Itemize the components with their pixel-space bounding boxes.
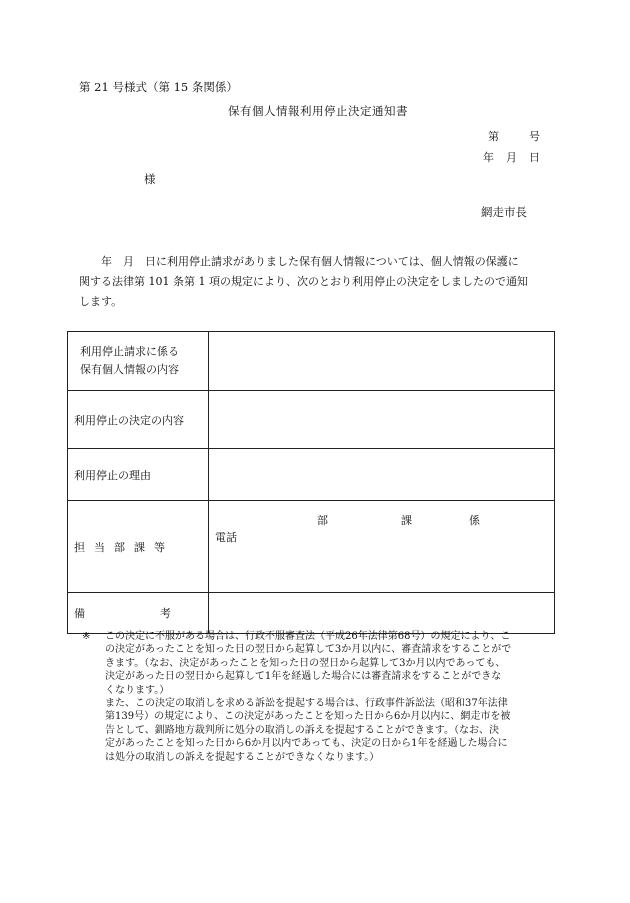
document-date — [483, 152, 540, 163]
note-line: 告として、釧路地方裁判所に処分の取消しの訴えを提起することができます。（なお、決 — [105, 724, 499, 736]
doc-no-label-1: 第 — [488, 130, 499, 143]
table-row-decision-content — [68, 391, 555, 449]
note-paragraph-lawsuit — [105, 697, 557, 764]
note-mark: ※ — [82, 631, 91, 642]
field-reason[interactable] — [209, 449, 555, 501]
row-label-line: 保有個人情報の内容 — [80, 363, 179, 376]
field-request-content[interactable] — [209, 332, 555, 391]
notice-body — [79, 252, 559, 312]
note-line: この決定に不服がある場合は、行政不服審査法（平成26年法律第68号）の規定により、こ — [105, 631, 511, 642]
date-year: 年 — [483, 151, 494, 164]
table-row-remarks — [68, 593, 555, 634]
field-department[interactable] — [209, 501, 555, 593]
body-line: 年 月 日に利用停止請求がありました保有個人情報については、個人情報の保護に — [79, 255, 519, 268]
row-label-remarks — [68, 593, 209, 634]
department-kakari: 係 — [469, 514, 480, 527]
doc-no-label-2: 号 — [529, 130, 540, 143]
document-title: 保有個人情報利用停止決定通知書 — [228, 104, 408, 118]
body-line: 関する法律第 101 条第 1 項の規定により、次のとおり利用停止の決定をしましたので通知 — [79, 275, 528, 288]
date-day: 日 — [529, 151, 540, 164]
note-line: くなります。） — [105, 684, 170, 696]
note-line: 定があったことを知った日から6か月以内であっても、決定の日から1年を経過した場合に — [105, 738, 508, 750]
row-label-reason: 利用停止の理由 — [68, 449, 209, 501]
note-paragraph-appeal — [105, 630, 557, 697]
phone-label: 電話 — [215, 531, 237, 544]
appeal-notes — [82, 630, 557, 764]
field-remarks[interactable] — [209, 593, 555, 634]
row-label-decision-content: 利用停止の決定の内容 — [68, 391, 209, 449]
note-line: 第139号）の規定により、この決定があったことを知った日から6か月以内に、網走市を被 — [105, 711, 511, 723]
date-month: 月 — [506, 151, 517, 164]
field-decision-content[interactable] — [209, 391, 555, 449]
department-bu: 部 — [317, 514, 328, 527]
form-number: 第 21 号様式（第 15 条関係） — [79, 80, 238, 94]
table-row-reason — [68, 449, 555, 501]
note-line: の決定があったことを知った日の翌日から起算して3か月以内に、審査請求をすることがで — [105, 644, 512, 656]
note-line: また、この決定の取消しを求める訴訟を提起する場合は、行政事件訴訟法（昭和37年法律 — [105, 698, 508, 710]
row-label-department — [68, 501, 209, 593]
row-label-text: 担当部課等 — [74, 540, 174, 554]
remarks-char-2: 考 — [160, 607, 171, 620]
table-row-department — [68, 501, 555, 593]
body-line: します。 — [79, 295, 123, 308]
note-line: きます。（なお、決定があったことを知った日の翌日から起算して3か月以内であっても、 — [105, 657, 506, 669]
addressee-suffix: 様 — [144, 172, 156, 186]
remarks-char-1: 備 — [74, 607, 85, 620]
note-line: 決定があった日の翌日から起算して1年を経過した場合には審査請求をすることができな — [105, 671, 502, 683]
row-label-line: 利用停止請求に係る — [80, 345, 179, 358]
row-label-request-content — [68, 332, 209, 391]
issuer: 網走市長 — [481, 205, 527, 219]
decision-table — [67, 331, 555, 634]
department-ka: 課 — [401, 514, 412, 527]
table-row-request-content — [68, 332, 555, 391]
document-number — [488, 131, 540, 142]
note-line: は処分の取消しの訴えを提起することができなくなります。） — [105, 751, 380, 763]
